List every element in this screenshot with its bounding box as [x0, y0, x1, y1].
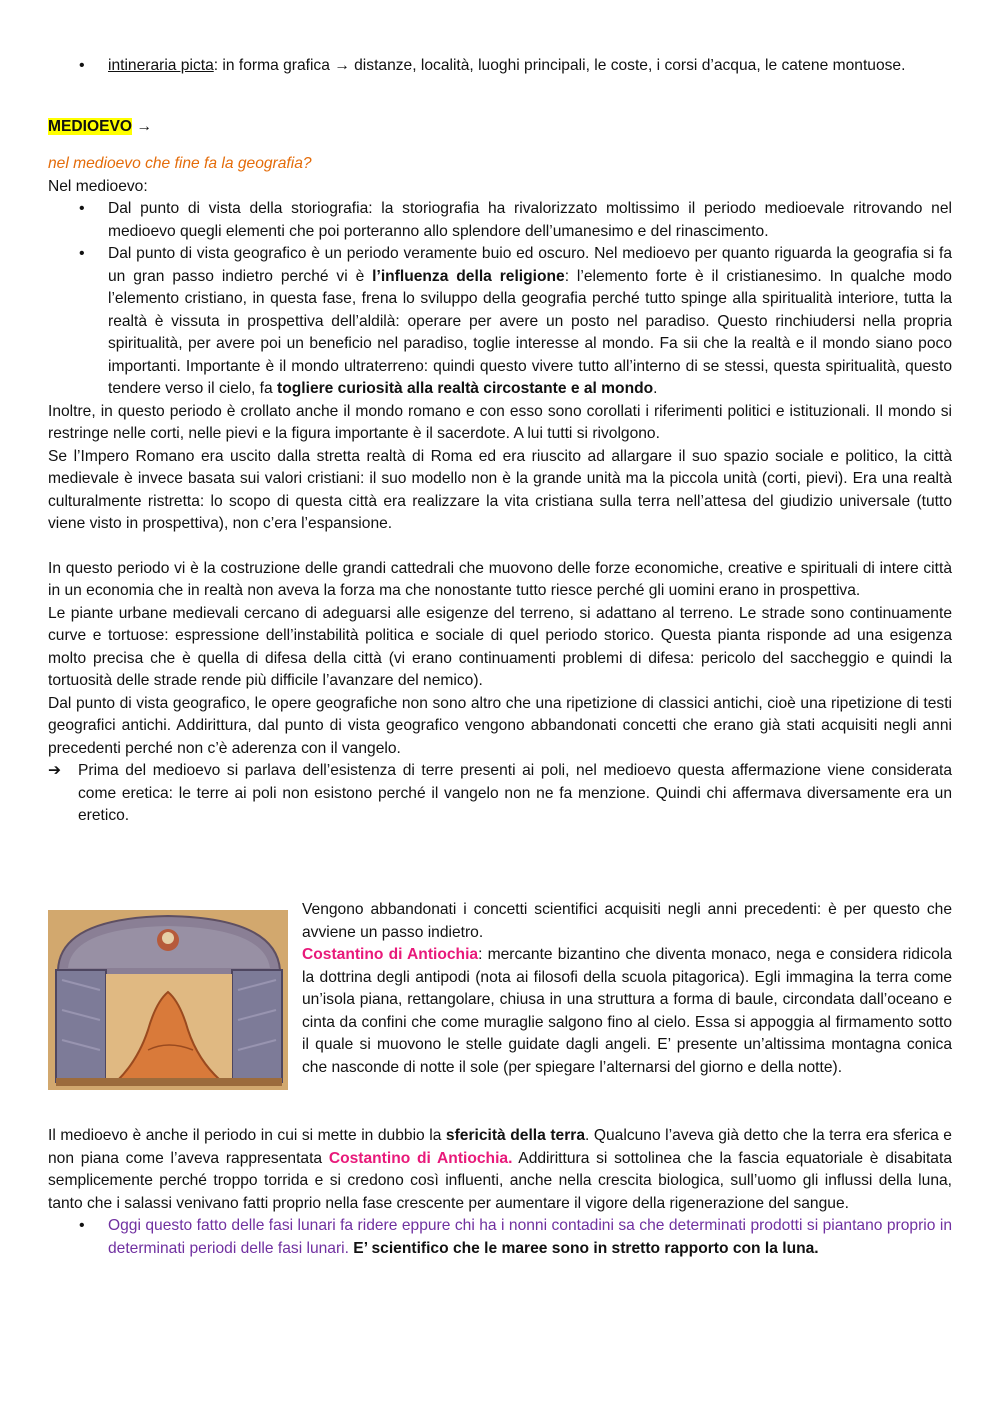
paragraph: Se l’Impero Romano era uscito dalla stretta realtà di Roma ed era riuscito ad allargare il suo spazio sociale e politico, la città medievale è invece basata sui valori cristiani: il suo modello non è la grande unità ma la piccola unità (corti, pievi). Era una realtà culturalmente ristretta: lo scopo di questa città era realizzare la vita cristiana sulla terra nell’attesa del giudizio universale (tutto viene visto in prospettiva), non c’era l’espansione. — [48, 447, 952, 532]
section-heading — [48, 116, 952, 139]
question-heading: nel medioevo che fine fa la geografia? — [48, 155, 312, 172]
figure-intro: Vengono abbandonati i concetti scientifici acquisiti negli anni precedenti: è per questo che avviene un passo indietro. — [302, 901, 952, 941]
section-arrow: → — [136, 118, 152, 135]
paragraph — [48, 1125, 952, 1215]
person-name: Costantino di Antiochia — [302, 946, 479, 963]
arrow-list-item — [48, 760, 952, 828]
bullet-text: . — [653, 380, 658, 397]
paragraph: Inoltre, in questo periodo è crollato anche il mondo romano e con esso sono corollati i riferimenti politici e istituzionali. Il mondo si restringe nelle corti, nelle pievi e la figura importante è il sacerdote. A lui tutti si rivolgono. — [48, 402, 952, 442]
paragraph: In questo periodo vi è la costruzione delle grandi cattedrali che muovono delle forze economiche, creative e spirituali di intere città in un economia che in realtà non aveva la forza ma che nonostante tutto riesce perché gli uomini erano in prospettiva. — [48, 559, 952, 599]
figure-description — [302, 944, 952, 1079]
bold-text: sfericità della terra — [445, 1127, 586, 1144]
paragraph: Dal punto di vista geografico, le opere geografiche non sono altro che una ripetizione di classici antichi, cioè una ripetizione di testi geografici antichi. Addirittura, dal punto di vista geografico vengono abbandonati concetti che erano già stati acquisiti negli anni precedenti perché non c’è aderenza con il vangelo. — [48, 694, 952, 757]
section-title: MEDIOEVO — [48, 118, 133, 135]
final-text: Il medioevo è anche il periodo in cui si mette in dubbio la — [48, 1127, 446, 1144]
final-text: Addirittura si sottolinea che la fascia equatoriale è disabitata semplicemente perché troppo torrida e si credono così influenti, anche nella crescita biologica, sull’uomo gli influssi della luna, tanto che i salassi venivano fatti proprio nella fase crescente per aumentare il vigore della rigenerazione del sangue. — [48, 1149, 952, 1212]
bullet-text: Dal punto di vista geografico è un periodo veramente buio ed oscuro. Nel medioevo per quanto riguarda la geografia si fa un gran passo indietro perché vi è — [108, 245, 952, 285]
bullet-dot: • — [79, 245, 85, 262]
itineraria-text: : in forma grafica → distanze, località, luoghi principali, le coste, i corsi d’acqua, le catene montuose. — [213, 57, 906, 74]
main-body — [48, 153, 952, 828]
purple-text: Oggi questo fatto delle fasi lunari fa ridere eppure chi ha i nonni contadini sa che determinati prodotti si piantano proprio in determinati periodi delle fasi lunari. — [108, 1217, 952, 1257]
chest-world-image — [48, 910, 288, 1090]
figure-desc-text: : mercante bizantino che diventa monaco, nega e considera ridicola la dottrina degli antipodi (nota ai filosofi della scuola pitagorica). Egli immagina la terra come un’isola piana, rettangolare, chiusa in una struttura a forma di baule, circondata dall’oceano e cinta da confini che come muraglie salgono fino al cielo. Essa si appoggia al firmamento sotto il quale si muovono le stelle guidate dagli angeli. E’ presente un’altissima montagna conica che nasconde di notte il sole (per spiegare l’alternarsi del giorno e della notte). — [302, 946, 952, 1076]
bold-text: l’influenza della religione — [372, 267, 565, 285]
arrow-item-text: Prima del medioevo si parlava dell’esistenza di terre presenti ai poli, nel medioevo questa affermazione viene considerata come eretica: le terre ai poli non esistono perché il vangelo non ne fa menzione. Quindi chi affermava diversamente era un eretico. — [78, 762, 952, 824]
figure-text — [302, 899, 952, 1079]
intro-text: Nel medioevo: — [48, 177, 148, 195]
paragraph: Le piante urbane medievali cercano di adeguarsi alle esigenze del terreno, si adattano al terreno. Le strade sono continuamente curve e tortuose: espressione dell’instabilità politica e sociale di quel periodo storico. Questa pianta risponde ad una esigenza molto precisa che è quella di difesa della città (vi erano continuamenti problemi di difesa: pericolo del saccheggio e quindi la tortuosità delle strade rende più difficile l’avanzare del nemico). — [48, 604, 952, 689]
final-text: . Qualcuno l’aveva già detto che la terra era sferica e non piana come l’aveva rappresentata — [48, 1127, 952, 1167]
bold-text: togliere curiosità alla realtà circostante e al mondo — [277, 380, 654, 397]
cosmographic-illustration — [48, 910, 288, 1090]
itineraria-item — [48, 55, 952, 78]
list-item — [48, 198, 952, 243]
bullet-text: Dal punto di vista della storiografia: la storiografia ha rivalorizzato moltissimo il periodo medioevale ritrovando nel medioevo quegli elementi che poi porteranno allo splendore dell’umanesimo e del rinascimento. — [108, 200, 952, 240]
final-section — [48, 1125, 952, 1260]
list-item — [48, 243, 952, 401]
itineraria-term: intineraria picta — [108, 57, 214, 74]
spacer — [48, 536, 952, 558]
bold-text: E’ scientifico che le maree sono in stretto rapporto con la luna. — [348, 1239, 819, 1257]
arrow-icon: ➔ — [48, 762, 62, 779]
bullet-dot: • — [79, 57, 85, 74]
person-name: Costantino di Antiochia. — [328, 1149, 513, 1167]
bullet-text: : l’elemento forte è il cristianesimo. In qualche modo l’elemento cristiano, in questa fase, frena lo sviluppo della geografia perché tutto spinge alla spiritualità interiore, tutta la realtà è vissuta in prospettiva dell’aldilà: operare per avere un posto nel paradiso. Questo rinchiudersi nella propria spiritualità, per avere poi un beneficio nel paradiso, toglie interesse al mondo. Fa sii che la realtà e il mondo siano poco importanti. Importante è il mondo ultraterreno: quindi questo vivere tutto all’interno di se stessi, questa spiritualità, questo tendere verso il cielo, fa — [108, 267, 952, 397]
bullet-dot: • — [79, 1217, 85, 1234]
bullet-dot: • — [79, 200, 85, 217]
list-item — [48, 1215, 952, 1260]
